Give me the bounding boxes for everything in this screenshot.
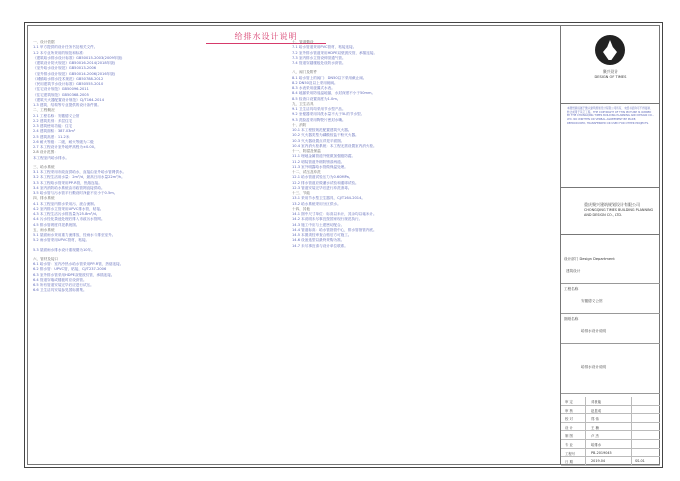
company-name-cn: 重庆聚兴建筑规划设计有限公司 bbox=[584, 202, 640, 207]
section-heading: 十、消防 bbox=[292, 122, 307, 127]
note-line: 《建筑设计防火规范》GB50016-2014(2018年版) bbox=[33, 61, 116, 65]
note-line: 14.2 本说明未尽事宜按国家现行规范执行。 bbox=[292, 217, 363, 222]
signature-row bbox=[561, 449, 660, 458]
note-line: 《城镇给水排水技术规范》GB50788-2012 bbox=[33, 76, 104, 81]
note-line: 9.1 卫生洁具均采用节水型产品。 bbox=[292, 107, 346, 111]
section-heading: 二、工程概况 bbox=[33, 108, 55, 113]
signature-name: 王 楠 bbox=[591, 425, 599, 430]
note-line: 7.1 给水管道采用PVC管材，粘接连接。 bbox=[292, 45, 357, 50]
note-line: 《建筑灭火器配置设计规范》CJ/T164-2014 bbox=[33, 97, 104, 102]
note-line: 14.6 设备选型以最终采购为准。 bbox=[292, 238, 345, 243]
signature-role: 设 计 bbox=[565, 425, 573, 430]
signature-row bbox=[561, 414, 660, 423]
cell-divider bbox=[631, 406, 632, 414]
signature-row bbox=[561, 423, 660, 432]
note-line: 本工程室内给水排水。 bbox=[33, 155, 69, 160]
note-line: 2.6 耐火等级：二级，耐火等级为二级 bbox=[33, 139, 94, 144]
note-line: 2.2 建筑类别：多层住宅 bbox=[33, 118, 73, 123]
note-line: 6.2 排水管：UPVC管，粘接，CJ/T237-2006 bbox=[33, 267, 107, 272]
note-line: 11.1 埋地金属管道外壁做加强级防腐。 bbox=[292, 154, 356, 159]
note-line: 《民用建筑节水设计标准》GB50555-2010 bbox=[33, 82, 104, 86]
note-line: 5.3 屋面雨水排水设计重现期为10年。 bbox=[33, 247, 95, 252]
drawing-value-2: 给排水设计说明 bbox=[581, 365, 607, 369]
note-line: 13.1 采用节水型卫生器具，CJ/T164-2014。 bbox=[292, 196, 365, 201]
section-heading: 八、阀门及附件 bbox=[292, 70, 318, 75]
cell-divider bbox=[631, 423, 632, 431]
signature-row bbox=[561, 397, 660, 406]
section-heading: 六、管材及接口 bbox=[33, 256, 59, 261]
signature-name: 给排水 bbox=[591, 442, 602, 447]
section-heading: 十二、试压及冲洗 bbox=[292, 170, 321, 174]
note-line: 1.3 建筑、结构等专业提供的设计条件图。 bbox=[33, 103, 101, 107]
note-line: 3.2 本工程生活用水量：2m³/d，最高日用水量22m³/h。 bbox=[33, 175, 125, 180]
note-line: 12.1 给水管道试验压力为0.60MPa。 bbox=[292, 175, 353, 180]
note-line: 13.2 给水系统采用分区供水。 bbox=[292, 201, 341, 206]
signature-role: 审 核 bbox=[565, 408, 573, 413]
cell-divider bbox=[585, 423, 586, 431]
cell-divider bbox=[585, 431, 586, 439]
cell-divider bbox=[585, 457, 586, 465]
note-line: 8.1 给水管上的阀门：DN50以下采用截止阀。 bbox=[292, 75, 367, 80]
rule bbox=[561, 313, 660, 314]
note-line: 《室外给水设计规范》GB50013-2006 bbox=[33, 66, 97, 71]
note-line: 7.2 室外排水管道采用HDPE双壁波纹管，承插连接。 bbox=[292, 50, 378, 55]
note-line: 6.4 管道穿墙或楼板时应设套管。 bbox=[33, 277, 87, 282]
note-line: 2.4 建筑面积：387.03m² bbox=[33, 129, 76, 134]
signature-extra: SS-01 bbox=[635, 459, 645, 464]
note-line: 14.3 施工中应与土建密切配合。 bbox=[292, 222, 345, 227]
note-line: 12.2 排水管道应做灌水试验和通球试验。 bbox=[292, 180, 359, 185]
signature-row bbox=[561, 406, 660, 415]
signature-name: 2019.04 bbox=[591, 459, 606, 464]
logo-text-en: DESIGN OF TIMES bbox=[594, 75, 627, 79]
company-name-en: CHONGQING TIMES BUILDING PLANNING bbox=[584, 208, 654, 212]
note-line: 6.3 室外排水管采用HDPE双壁波纹管，承插连接。 bbox=[33, 272, 115, 277]
note-line: 3.1 本工程采用市政直供给水，直接由室外给水管网供水。 bbox=[33, 170, 127, 174]
note-line: 8.4 地漏采用防返溢地漏，水封深度不小于50mm。 bbox=[292, 91, 376, 96]
logo-area bbox=[561, 25, 660, 104]
page-title: 给排水设计说明 bbox=[206, 31, 326, 44]
note-line: 2.5 建筑高度：11.2米 bbox=[33, 134, 70, 139]
signature-role: 专 业 bbox=[565, 442, 573, 447]
project-value: 安徽德义公馆 bbox=[581, 299, 603, 303]
note-line: 2.1 工程名称：安徽德义公馆 bbox=[33, 113, 80, 118]
note-line: 5.2 雨水管采用UPVC管材，粘接。 bbox=[33, 238, 90, 243]
signature-name: 赵显成 bbox=[591, 408, 602, 413]
note-line: 9.3 洗脸盆采用陶瓷片密封水嘴。 bbox=[292, 117, 346, 122]
signature-row bbox=[561, 457, 660, 466]
note-line: 9.2 坐便器采用冲洗水量不大于5L的节水型。 bbox=[292, 112, 365, 117]
note-line: 14.7 未尽事宜请与设计单位联系。 bbox=[292, 243, 348, 248]
signature-table bbox=[561, 397, 660, 466]
note-line: 8.3 水表采用旋翼式水表。 bbox=[292, 86, 335, 90]
note-line: 11.3 室外明露给水管做保温处理。 bbox=[292, 164, 348, 169]
note-line: 10.3 灭火器设置点详见平面图。 bbox=[292, 138, 345, 143]
signature-name: 邓世能 bbox=[591, 400, 602, 404]
note-line: 1.2 本专业所采用的规范和标准： bbox=[33, 50, 87, 55]
drawing-value: 给排水设计说明 bbox=[581, 329, 607, 333]
note-line: 12.3 管道安装完毕后进行冲洗消毒。 bbox=[292, 185, 352, 190]
note-line: 7.3 室内排水立管设伸顶通气管。 bbox=[292, 55, 346, 60]
signature-role: 制 图 bbox=[565, 434, 573, 439]
note-line: 8.5 检查口设置高度为1.0m。 bbox=[292, 96, 341, 101]
note-line: 《住宅建筑规范》GB50368-2005 bbox=[33, 92, 89, 97]
note-line: 3.3 本工程给水管采用PP-R管，热熔连接。 bbox=[33, 180, 102, 185]
note-line: 6.5 所有管道安装完毕后应进行试压。 bbox=[33, 283, 94, 287]
signature-name: 郑 伟 bbox=[591, 417, 599, 422]
note-line: 6.1 给水管：室内冷热水给水管采用PP-R管，热熔连接。 bbox=[33, 262, 124, 266]
signature-role: 日 期 bbox=[565, 460, 573, 465]
note-line: 1.1 甲方提供的设计任务书及相关文件。 bbox=[33, 45, 98, 50]
signature-role: 校 对 bbox=[565, 417, 573, 422]
copyright-note: 本图纸版权属于聚兴建筑规划设计有限公司所有，未经书面许可不得复制、转让或用于其它工程。THE COPYRIGHT OF THIS PICTURE IS OWNED BY THE CHONGQING TIMES BUILDING PLANNING AND DESIGN CO., LTD. NO WRITTEN OR VERBAL AGREEMENT BE MADE, REPRODUCED, TRANSFERRED OR USED FOR OTHER PROJECTS. bbox=[567, 107, 654, 125]
note-line: 14.1 图中尺寸单位：标高以米计，其余均以毫米计。 bbox=[292, 212, 377, 216]
cell-divider bbox=[585, 440, 586, 448]
section-heading: 三、给水系统 bbox=[33, 164, 55, 169]
cell-divider bbox=[631, 431, 632, 439]
cell-divider bbox=[631, 457, 632, 465]
note-line: 6.6 卫生洁具安装参见国标图集。 bbox=[33, 288, 87, 293]
note-line: 11.2 明装管道外刷防锈漆两道。 bbox=[292, 159, 345, 164]
signature-name: 卢 杰 bbox=[591, 434, 599, 439]
note-line: 7.4 管道穿越楼板处设防水套管。 bbox=[292, 61, 346, 65]
rule bbox=[561, 283, 660, 284]
logo-text-cn: 聚兴设计 bbox=[602, 69, 619, 74]
section-heading: 七、管道敷设 bbox=[292, 40, 314, 44]
project-label: 工程名称 bbox=[564, 287, 579, 291]
rule bbox=[561, 343, 660, 344]
note-line: 《住宅设计规范》GB50096-2011 bbox=[33, 87, 89, 92]
note-line: 3.5 给水管与污水管平行敷设时净距不应小于0.5m。 bbox=[33, 191, 118, 195]
title-block bbox=[561, 25, 660, 465]
note-line: 《室外排水设计规范》GB50014-2006(2016年版) bbox=[33, 71, 116, 76]
note-line: 10.4 室内消火栓系统：本工程无需设置室内消火栓。 bbox=[292, 143, 377, 148]
signature-role: 工程号 bbox=[565, 451, 576, 456]
section-heading: 十四、其他 bbox=[292, 206, 310, 211]
cell-divider bbox=[631, 414, 632, 422]
flame-logo-icon bbox=[595, 35, 625, 65]
section-heading: 五、雨水系统 bbox=[33, 227, 55, 232]
cell-divider bbox=[631, 449, 632, 457]
note-line: 14.4 管道标高：给水管指管中心，排水管指管内底。 bbox=[292, 227, 377, 232]
rule bbox=[561, 393, 660, 394]
company-block bbox=[561, 187, 660, 235]
cell-divider bbox=[631, 397, 632, 405]
note-line: 5.1 屋面雨水采用重力流排放，经雨水斗排至室外。 bbox=[33, 233, 116, 237]
note-line: 4.2 室内排水立管采用UPVC排水管，粘接。 bbox=[33, 206, 104, 211]
drawing-label: 图纸名称 bbox=[564, 317, 579, 321]
cell-divider bbox=[631, 440, 632, 448]
note-line: 10.2 灭火器类型为磷酸铵盐干粉灭火器。 bbox=[292, 133, 359, 138]
note-line: 14.5 本图须经审查合格后方可施工。 bbox=[292, 233, 352, 237]
cell-divider bbox=[585, 397, 586, 405]
note-line: 3.4 室内消防给水系统由市政管网直接供给。 bbox=[33, 185, 105, 190]
note-line: 10.1 本工程按规范配置建筑灭火器。 bbox=[292, 128, 352, 132]
notes-left-column bbox=[33, 40, 279, 294]
note-line: 4.3 本工程生活污水排放量为25.8m³/d。 bbox=[33, 212, 100, 216]
signature-name: PB-2019045 bbox=[591, 450, 612, 455]
cell-divider bbox=[585, 449, 586, 457]
section-heading: 十一、防腐及保温 bbox=[292, 149, 321, 153]
section-heading: 四、排水系统 bbox=[33, 196, 55, 201]
note-line: 4.1 本工程室内排水采用污、废合流制。 bbox=[33, 201, 98, 206]
note-line: 4.4 污水经化粪池处理后排入市政污水管网。 bbox=[33, 217, 105, 222]
dept-label: 设计部门 Design Department bbox=[564, 257, 615, 261]
company-name-en-2: AND DESIGN CO., LTD. bbox=[584, 213, 623, 217]
section-heading: 九、卫生洁具 bbox=[292, 101, 314, 106]
note-line: 《建筑给水排水设计标准》GB50015-2003(2009年版) bbox=[33, 55, 123, 60]
cell-divider bbox=[585, 406, 586, 414]
note-line: 2.7 本工程设计室外地坪高程为±0.00。 bbox=[33, 145, 98, 149]
section-heading: 一、设计依据 bbox=[33, 40, 55, 44]
signature-row bbox=[561, 431, 660, 440]
cell-divider bbox=[585, 414, 586, 422]
note-line: 4.5 排水管坡度详见系统图。 bbox=[33, 222, 80, 227]
dept-value: 建筑设计 bbox=[566, 269, 581, 273]
note-line: 2.3 建筑使用功能：住宅 bbox=[33, 124, 73, 128]
signature-role: 审 定 bbox=[565, 400, 573, 404]
signature-row bbox=[561, 440, 660, 449]
section-heading: 十三、节能 bbox=[292, 191, 310, 195]
section-heading: 2.8 设计范围： bbox=[33, 150, 58, 155]
notes-middle-column bbox=[292, 40, 538, 249]
note-line: 8.2 DN50及以上采用闸阀。 bbox=[292, 80, 338, 85]
